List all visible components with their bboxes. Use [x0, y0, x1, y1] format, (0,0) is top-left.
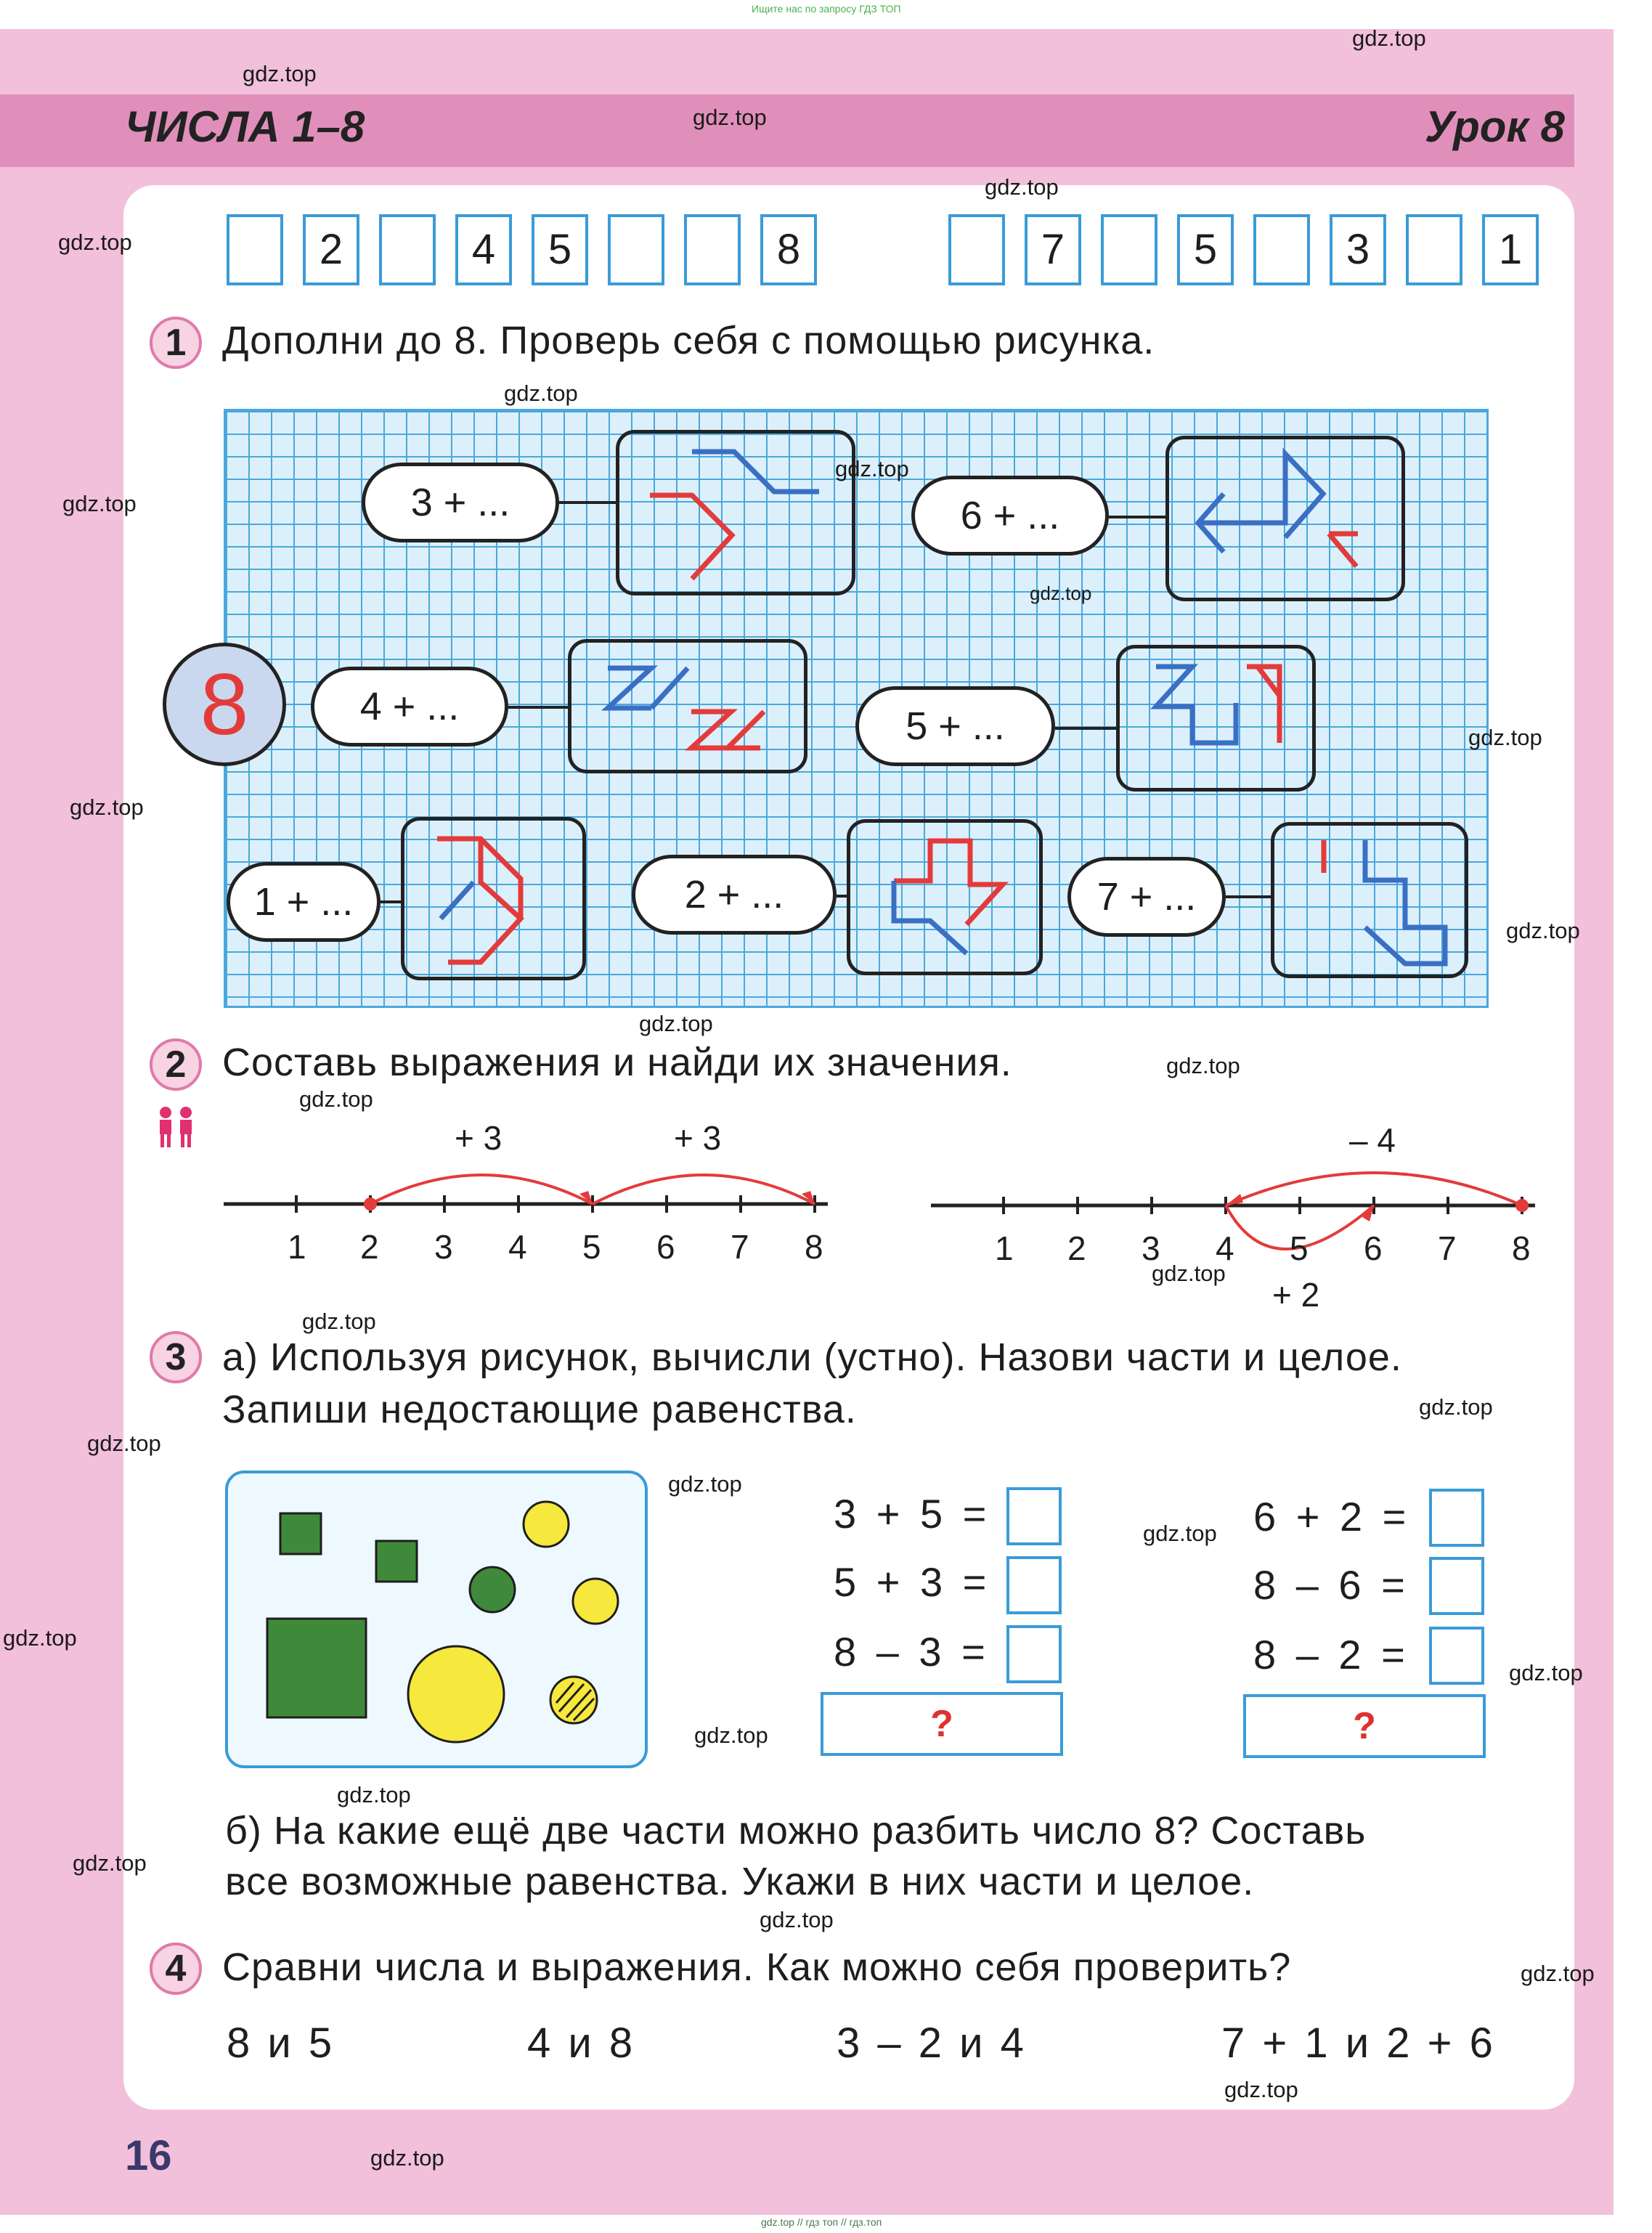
- sequence-box[interactable]: [227, 214, 283, 285]
- jump-back-label: – 4: [1349, 1121, 1396, 1159]
- connector: [1226, 895, 1271, 898]
- watermark: gdz.top: [693, 105, 767, 130]
- task-number-3: 3: [150, 1331, 202, 1383]
- tick-label: 3: [434, 1228, 453, 1266]
- tick-label: 5: [582, 1228, 601, 1266]
- tick-label: 5: [1290, 1229, 1309, 1267]
- watermark: gdz.top: [3, 1625, 77, 1651]
- tick-label: 4: [508, 1228, 527, 1266]
- answer-box[interactable]: [1429, 1557, 1484, 1615]
- sequence-box[interactable]: [1101, 214, 1157, 285]
- tick-label: 4: [1216, 1229, 1234, 1267]
- figure-box-6: [1165, 436, 1405, 601]
- connector: [1109, 516, 1165, 518]
- answer-box[interactable]: [1006, 1625, 1062, 1683]
- watermark: gdz.top: [694, 1722, 768, 1748]
- page-number: 16: [125, 2132, 172, 2179]
- shapes-picture: [225, 1471, 648, 1768]
- answer-box[interactable]: [1006, 1556, 1062, 1614]
- jump-label-2: + 3: [674, 1119, 722, 1157]
- sequence-box[interactable]: 2: [303, 214, 359, 285]
- tick-label: 1: [995, 1229, 1014, 1267]
- figure-box-4: [568, 639, 807, 773]
- center-number-8: 8: [163, 643, 286, 766]
- connector: [559, 501, 616, 504]
- figure-5-drawing: [1120, 648, 1312, 788]
- task1-instruction: Дополни до 8. Проверь себя с помощью рисунка.: [222, 319, 1155, 362]
- task3b-line2: все возможные равенства. Укажи в них части и целое.: [225, 1860, 1255, 1903]
- watermark: gdz.top: [58, 229, 132, 255]
- sequence-box[interactable]: 7: [1025, 214, 1081, 285]
- watermark: gdz.top: [299, 1086, 373, 1112]
- sequence-box[interactable]: [608, 214, 664, 285]
- watermark: gdz.top: [504, 381, 578, 406]
- figure-box-3: [616, 430, 855, 595]
- figure-3-drawing: [619, 434, 852, 592]
- missing-equation-box-left[interactable]: ?: [821, 1692, 1063, 1756]
- figure-6-drawing: [1169, 439, 1401, 598]
- watermark: gdz.top: [668, 1471, 742, 1497]
- chapter-title: ЧИСЛА 1–8: [125, 102, 365, 151]
- watermark: gdz.top: [985, 174, 1059, 200]
- top-banner: Ищите нас по запросу ГДЗ ТОП: [752, 3, 901, 15]
- jump-label-1: + 3: [455, 1119, 502, 1157]
- tick-label: 2: [360, 1228, 379, 1266]
- connector: [1055, 727, 1116, 730]
- compare-pair-1: 8 и 5: [227, 2020, 335, 2067]
- sequence-box[interactable]: 3: [1330, 214, 1386, 285]
- answer-box[interactable]: [1006, 1487, 1062, 1545]
- tick-label: 2: [1067, 1229, 1086, 1267]
- watermark: gdz.top: [1166, 1053, 1240, 1078]
- equation-left-2: 5 + 3 =: [834, 1559, 991, 1605]
- equation-right-1: 6 + 2 =: [1253, 1494, 1411, 1539]
- pair-work-icon: [154, 1105, 199, 1149]
- expression-pill-4[interactable]: 4 + ...: [311, 667, 508, 747]
- tick-label: 7: [1438, 1229, 1457, 1267]
- answer-box[interactable]: [1429, 1489, 1484, 1547]
- task3a-line2: Запиши недостающие равенства.: [222, 1388, 857, 1431]
- equation-left-1: 3 + 5 =: [834, 1491, 991, 1537]
- task3a-line1: а) Используя рисунок, вычисли (устно). Назови части и целое.: [222, 1335, 1402, 1379]
- tick-label: 1: [288, 1228, 306, 1266]
- tick-label: 3: [1142, 1229, 1160, 1267]
- compare-pair-3: 3 – 2 и 4: [837, 2020, 1027, 2067]
- expression-pill-1[interactable]: 1 + ...: [227, 862, 381, 942]
- sequence-box[interactable]: [948, 214, 1005, 285]
- figure-box-5: [1116, 645, 1316, 792]
- expression-pill-2[interactable]: 2 + ...: [632, 855, 837, 935]
- equation-left-3: 8 – 3 =: [834, 1629, 990, 1675]
- compare-pair-4: 7 + 1 и 2 + 6: [1221, 2020, 1496, 2067]
- expression-pill-6[interactable]: 6 + ...: [911, 476, 1109, 556]
- connector: [381, 900, 401, 903]
- figure-box-1: [401, 817, 586, 980]
- watermark: gdz.top: [1143, 1521, 1217, 1546]
- sequence-box[interactable]: [379, 214, 436, 285]
- sequence-box[interactable]: [1253, 214, 1310, 285]
- sequence-box[interactable]: 4: [455, 214, 512, 285]
- watermark: gdz.top: [1521, 1961, 1595, 1986]
- task-number-2: 2: [150, 1038, 202, 1091]
- sequence-box[interactable]: 8: [760, 214, 817, 285]
- task-number-4: 4: [150, 1943, 202, 1995]
- watermark: gdz.top: [1030, 582, 1092, 604]
- figure-1-drawing: [404, 821, 582, 977]
- equation-right-2: 8 – 6 =: [1253, 1562, 1409, 1608]
- task3b-line1: б) На какие ещё две части можно разбить число 8? Составь: [225, 1809, 1367, 1852]
- figure-box-7: [1271, 822, 1468, 978]
- sequence-box[interactable]: 5: [532, 214, 588, 285]
- connector: [837, 895, 847, 898]
- watermark: gdz.top: [1352, 25, 1426, 51]
- task2-instruction: Составь выражения и найди их значения.: [222, 1041, 1012, 1084]
- watermark: gdz.top: [1419, 1394, 1493, 1420]
- watermark: gdz.top: [1224, 2077, 1298, 2102]
- tick-label: 8: [1512, 1229, 1531, 1267]
- sequence-box[interactable]: 1: [1482, 214, 1539, 285]
- expression-pill-5[interactable]: 5 + ...: [855, 686, 1055, 766]
- watermark: gdz.top: [760, 1907, 834, 1932]
- watermark: gdz.top: [73, 1850, 147, 1876]
- sequence-box[interactable]: [1406, 214, 1462, 285]
- missing-equation-box-right[interactable]: ?: [1243, 1694, 1486, 1758]
- figure-2-drawing: [850, 823, 1039, 972]
- equation-right-3: 8 – 2 =: [1253, 1632, 1409, 1677]
- expression-pill-3[interactable]: 3 + ...: [362, 463, 559, 542]
- watermark: gdz.top: [639, 1011, 713, 1036]
- figure-4-drawing: [571, 643, 804, 770]
- watermark: gdz.top: [370, 2145, 444, 2171]
- shapes-drawing: [228, 1473, 645, 1765]
- tick-label: 7: [731, 1228, 749, 1266]
- watermark: gdz.top: [62, 491, 137, 516]
- task-number-1: 1: [150, 317, 202, 369]
- footer-watermark: gdz.top // гдз топ // гдз.топ: [761, 2216, 882, 2228]
- lesson-title: Урок 8: [1425, 102, 1565, 151]
- figure-box-2: [847, 819, 1043, 975]
- watermark: gdz.top: [1506, 918, 1580, 943]
- tick-label: 8: [805, 1228, 823, 1266]
- watermark: gdz.top: [1509, 1660, 1583, 1685]
- task4-instruction: Сравни числа и выражения. Как можно себя проверить?: [222, 1945, 1292, 1989]
- watermark: gdz.top: [70, 794, 144, 820]
- tick-label: 6: [656, 1228, 675, 1266]
- watermark: gdz.top: [835, 456, 909, 481]
- watermark: gdz.top: [337, 1782, 411, 1807]
- sequence-box[interactable]: 5: [1177, 214, 1234, 285]
- watermark: gdz.top: [302, 1309, 376, 1334]
- answer-box[interactable]: [1429, 1627, 1484, 1685]
- watermark: gdz.top: [1152, 1261, 1226, 1286]
- jump-forward-label: + 2: [1272, 1276, 1320, 1314]
- watermark: gdz.top: [243, 61, 317, 86]
- expression-pill-7[interactable]: 7 + ...: [1067, 857, 1226, 937]
- compare-pair-2: 4 и 8: [527, 2020, 636, 2067]
- figure-7-drawing: [1274, 826, 1465, 975]
- watermark: gdz.top: [1468, 725, 1542, 750]
- connector: [508, 706, 568, 709]
- sequence-box[interactable]: [684, 214, 741, 285]
- tick-label: 6: [1364, 1229, 1383, 1267]
- watermark: gdz.top: [87, 1431, 161, 1456]
